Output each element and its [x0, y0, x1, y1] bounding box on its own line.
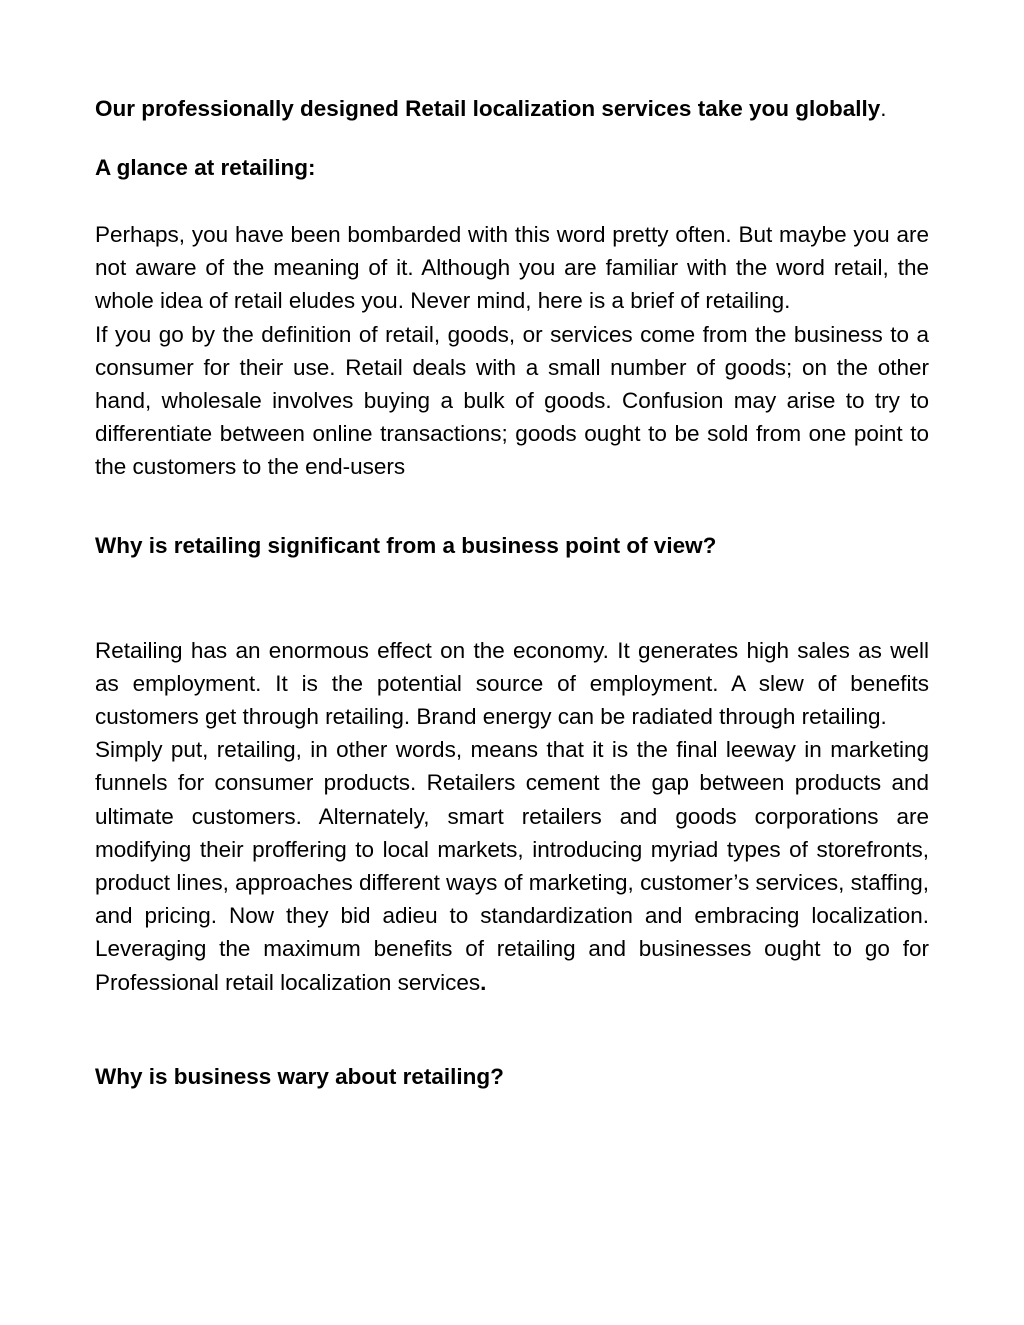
- paragraph-marketing-funnels-period: .: [480, 969, 487, 995]
- paragraph-marketing-funnels: [95, 733, 929, 999]
- paragraph-marketing-funnels-text: Simply put, retailing, in other words, means that it is the final leeway in marketing funnels for consumer products. Retailers cement the gap between products and ultimate customers. Alternately, smart retailers and goods corporations are modifying their proffering to local markets, introducing myriad types of storefronts, product lines, approaches different ways of marketing, customer’s services, staffing, and pricing. Now they bid adieu to standardization and embracing localization. Leveraging the maximum benefits of retailing and businesses ought to go for Professional retail localization services: [95, 737, 929, 995]
- intro-title: [95, 92, 929, 125]
- section-heading-glance: A glance at retailing:: [95, 155, 316, 180]
- intro-title-period: .: [880, 96, 887, 121]
- section-heading-wary: Why is business wary about retailing?: [95, 1063, 504, 1089]
- intro-title-text: Our professionally designed Retail localization services take you globally: [95, 96, 881, 121]
- section-heading-significance: Why is retailing significant from a business point of view?: [95, 532, 717, 558]
- document-page: [95, 92, 929, 1093]
- paragraph-economy-effect: Retailing has an enormous effect on the economy. It generates high sales as well as employment. It is the potential source of employment. A slew of benefits customers get through retailing. Brand energy can be radiated through retailing.: [95, 637, 929, 730]
- paragraph-retail-intro: Perhaps, you have been bombarded with this word pretty often. But maybe you are not aware of the meaning of it. Although you are familiar with the word retail, the whole idea of retail eludes you. Never mind, here is a brief of retailing.: [95, 222, 929, 314]
- paragraph-retail-definition: If you go by the definition of retail, goods, or services come from the business to a consumer for their use. Retail deals with a small number of goods; on the other hand, wholesale involves buying a bulk of goods. Confusion may arise to try to differentiate between online transactions; goods ought to be sold from one point to the customers to the end-users: [95, 321, 929, 480]
